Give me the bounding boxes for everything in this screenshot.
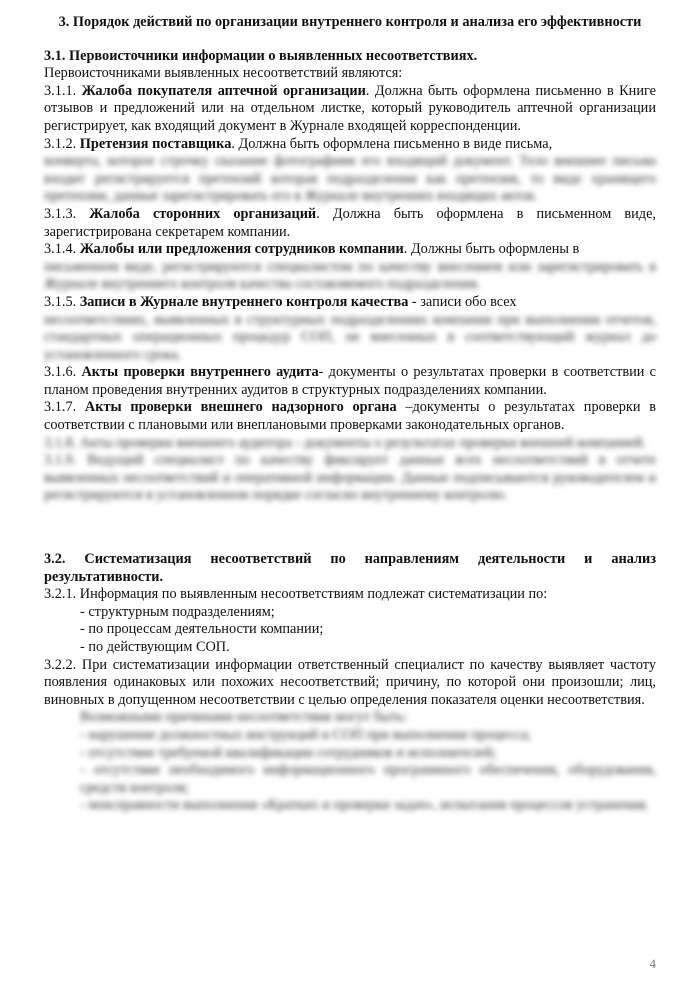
list-item: - по действующим СОП. — [80, 639, 230, 655]
section-title: 3. Порядок действий по организации внутреннего контроля и анализа его эффективности — [58, 14, 642, 30]
blurred-text-3-1-5: несоответствиях, выявленных в структурных подразделениях компании при выполнении отчетов, стандартных операционных процедур СОП, не внесенных в соответствующий журнал до установленного срока. — [44, 311, 656, 363]
systematization-list — [44, 604, 656, 657]
section-3-1-heading: 3.1. Первоисточники информации о выявленных несоответствиях. — [44, 47, 478, 64]
item-3-1-2: 3.1.2. Претензия поставщика. Должна быть оформлена письменно в виде письма, — [44, 135, 553, 152]
blurred-causes-list: Возможными причинами несоответствия могут быть: - нарушение должностных инструкций и СОП при выполнении процесса; - отсутствие требуемой квалификации сотрудников и исполнителей; - отсутствие необходимого информационного программного обеспечения, оборудования, средств контроля; - неисправности выполнения «Кратких и проверки задач», испытания процессов устранения. — [80, 709, 656, 814]
item-3-1-3: 3.1.3. Жалоба сторонних организаций. Должна быть оформлена в письменном виде, зарегистрирована секретарем компании. — [44, 205, 656, 240]
item-3-1-5: 3.1.5. Записи в Журнале внутреннего контроля качества - записи обо всех — [44, 293, 517, 310]
section-3-2-heading: 3.2. Систематизация несоответствий по направлениям деятельности и анализ результативности. — [44, 551, 656, 585]
list-item: - структурным подразделениям; — [80, 603, 275, 620]
item-3-1-6: 3.1.6. Акты проверки внутреннего аудита- документы о результатах проверки в соответствии с планом проведения внутренних аудитов в структурных подразделениях компании. — [44, 364, 656, 398]
blurred-items-3-1-8-9: 3.1.8. Акты проверки внешнего аудитора - документы о результатах проверки внешней компанией. 3.1.9. Ведущий специалист по качеству фиксирует данные всех несоответствий в отчете выявленных несоответствий и оперативной информации. Данные подписываются руководителем и регистрируются в установленном порядке согласно внутреннему контролю. — [44, 434, 656, 504]
item-3-1-1: 3.1.1. Жалоба покупателя аптечной организации. Должна быть оформлена письменно в Книге отзывов и предложений или на отдельном листке, который руководитель аптечной организации регистрирует, как входящий документ в Журнале входящей корреспонденции. — [44, 82, 656, 134]
blurred-text-3-1-2: конверта, которое строчку сказание фотографиям его входящий документ. Тело внешнее письма входит регистрируется претензий которая подразделения как претензия, то виде хранящего претензии, данные зарегистрировать его в Журнале внутренних входящих актов. — [44, 153, 656, 205]
blurred-text-3-1-4: письменном виде, регистрируются специалистом по качеству внесением или зарегистрировать в Журнале внутреннего контроля качества составляемого подразделения. — [44, 258, 656, 293]
section-3-1-intro: Первоисточниками выявленных несоответствий являются: — [44, 65, 403, 82]
item-3-2-1: 3.2.1. Информация по выявленным несоответствиям подлежат систематизации по: — [44, 586, 548, 603]
item-3-1-7: 3.1.7. Акты проверки внешнего надзорного органа –документы о результатах проверки в соответствии с плановыми или внеплановыми проверками законодательных органов. — [44, 399, 656, 434]
list-item: - по процессам деятельности компании; — [80, 621, 324, 638]
document-page — [44, 14, 656, 815]
page-number: 4 — [649, 956, 656, 971]
item-3-2-2: 3.2.2. При систематизации информации ответственный специалист по качеству выявляет частоту появления одинаковых или похожих несоответствий; причину, по которой они произошли; лиц, виновных в допущенном несоответствии с целью определения показателя оценки несоответствия. — [44, 656, 656, 708]
item-3-1-4: 3.1.4. Жалобы или предложения сотрудников компании. Должны быть оформлены в — [44, 241, 580, 258]
